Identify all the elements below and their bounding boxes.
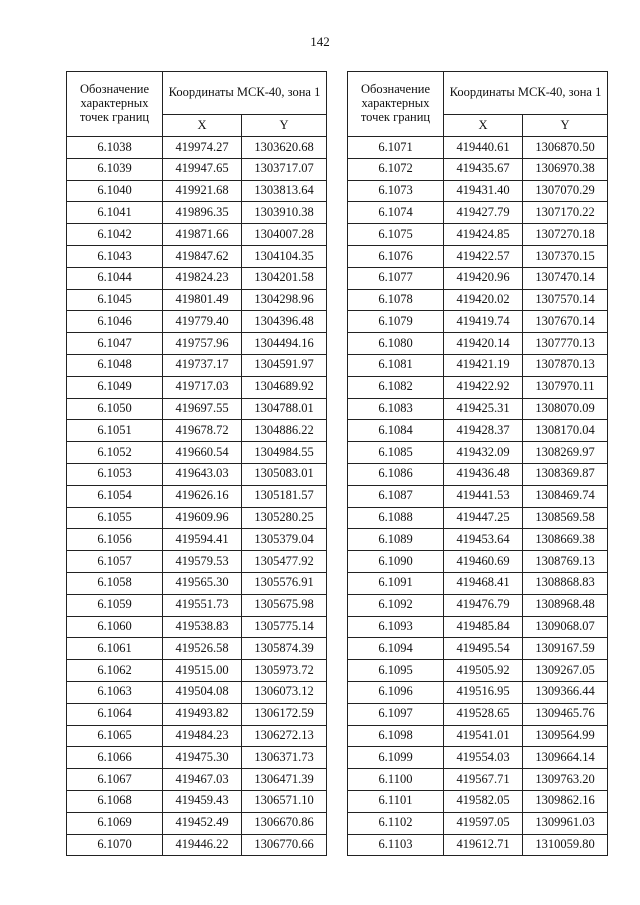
y-coordinate-cell: 1304396.48 [242,311,327,333]
table-row [348,420,608,442]
y-coordinate-cell: 1303813.64 [242,180,327,202]
point-id-cell: 6.1049 [67,376,163,398]
table-row [67,333,327,355]
x-coordinate-cell: 419974.27 [163,137,242,159]
table-row [348,507,608,529]
table-row [67,703,327,725]
point-id-cell: 6.1101 [348,790,444,812]
point-id-cell: 6.1066 [67,747,163,769]
point-id-cell: 6.1052 [67,442,163,464]
point-id-cell: 6.1080 [348,333,444,355]
x-coordinate-cell: 419504.08 [163,681,242,703]
point-id-cell: 6.1081 [348,354,444,376]
y-coordinate-cell: 1306770.66 [242,834,327,856]
x-coordinate-cell: 419467.03 [163,769,242,791]
table-row [348,616,608,638]
y-coordinate-cell: 1307670.14 [523,311,608,333]
header-x: X [163,115,242,137]
x-coordinate-cell: 419475.30 [163,747,242,769]
x-coordinate-cell: 419678.72 [163,420,242,442]
point-id-cell: 6.1062 [67,660,163,682]
table-row [67,202,327,224]
y-coordinate-cell: 1309267.05 [523,660,608,682]
y-coordinate-cell: 1304788.01 [242,398,327,420]
table-row [67,137,327,159]
y-coordinate-cell: 1306371.73 [242,747,327,769]
point-id-cell: 6.1064 [67,703,163,725]
table-row [67,790,327,812]
x-coordinate-cell: 419554.03 [444,747,523,769]
y-coordinate-cell: 1303620.68 [242,137,327,159]
point-id-cell: 6.1055 [67,507,163,529]
y-coordinate-cell: 1304298.96 [242,289,327,311]
y-coordinate-cell: 1303910.38 [242,202,327,224]
x-coordinate-cell: 419871.66 [163,224,242,246]
table-row [67,376,327,398]
x-coordinate-cell: 419476.79 [444,594,523,616]
x-coordinate-cell: 419526.58 [163,638,242,660]
x-coordinate-cell: 419460.69 [444,551,523,573]
point-id-cell: 6.1041 [67,202,163,224]
table-row [348,681,608,703]
point-id-cell: 6.1050 [67,398,163,420]
header-y: Y [523,115,608,137]
x-coordinate-cell: 419582.05 [444,790,523,812]
table-row [67,245,327,267]
y-coordinate-cell: 1305775.14 [242,616,327,638]
point-id-cell: 6.1042 [67,224,163,246]
y-coordinate-cell: 1310059.80 [523,834,608,856]
x-coordinate-cell: 419921.68 [163,180,242,202]
table-row [67,289,327,311]
x-coordinate-cell: 419626.16 [163,485,242,507]
x-coordinate-cell: 419801.49 [163,289,242,311]
table-row [67,442,327,464]
x-coordinate-cell: 419452.49 [163,812,242,834]
point-id-cell: 6.1079 [348,311,444,333]
table-row [67,594,327,616]
point-id-cell: 6.1102 [348,812,444,834]
x-coordinate-cell: 419896.35 [163,202,242,224]
y-coordinate-cell: 1308569.58 [523,507,608,529]
point-id-cell: 6.1054 [67,485,163,507]
table-row [348,529,608,551]
point-id-cell: 6.1044 [67,267,163,289]
x-coordinate-cell: 419422.92 [444,376,523,398]
x-coordinate-cell: 419609.96 [163,507,242,529]
x-coordinate-cell: 419597.05 [444,812,523,834]
point-id-cell: 6.1091 [348,572,444,594]
x-coordinate-cell: 419824.23 [163,267,242,289]
y-coordinate-cell: 1306970.38 [523,158,608,180]
header-coordinates: Координаты МСК-40, зона 1 [163,72,327,115]
table-row [348,311,608,333]
x-coordinate-cell: 419446.22 [163,834,242,856]
table-row [348,245,608,267]
table-row [348,725,608,747]
x-coordinate-cell: 419567.71 [444,769,523,791]
table-row [67,681,327,703]
point-id-cell: 6.1043 [67,245,163,267]
x-coordinate-cell: 419447.25 [444,507,523,529]
table-row [67,616,327,638]
x-coordinate-cell: 419431.40 [444,180,523,202]
point-id-cell: 6.1039 [67,158,163,180]
x-coordinate-cell: 419757.96 [163,333,242,355]
point-id-cell: 6.1065 [67,725,163,747]
header-coordinates: Координаты МСК-40, зона 1 [444,72,608,115]
point-id-cell: 6.1099 [348,747,444,769]
table-row [348,638,608,660]
table-row [67,311,327,333]
table-row [67,812,327,834]
point-id-cell: 6.1045 [67,289,163,311]
x-coordinate-cell: 419697.55 [163,398,242,420]
point-id-cell: 6.1072 [348,158,444,180]
y-coordinate-cell: 1305576.91 [242,572,327,594]
point-id-cell: 6.1059 [67,594,163,616]
point-id-cell: 6.1063 [67,681,163,703]
table-row [67,660,327,682]
y-coordinate-cell: 1308369.87 [523,463,608,485]
table-row [348,572,608,594]
x-coordinate-cell: 419737.17 [163,354,242,376]
point-id-cell: 6.1053 [67,463,163,485]
y-coordinate-cell: 1305477.92 [242,551,327,573]
point-id-cell: 6.1058 [67,572,163,594]
x-coordinate-cell: 419551.73 [163,594,242,616]
y-coordinate-cell: 1309862.16 [523,790,608,812]
y-coordinate-cell: 1307070.29 [523,180,608,202]
y-coordinate-cell: 1307270.18 [523,224,608,246]
y-coordinate-cell: 1306073.12 [242,681,327,703]
point-id-cell: 6.1056 [67,529,163,551]
table-row [348,834,608,856]
point-id-cell: 6.1087 [348,485,444,507]
x-coordinate-cell: 419528.65 [444,703,523,725]
table-row [348,485,608,507]
y-coordinate-cell: 1305083.01 [242,463,327,485]
x-coordinate-cell: 419427.79 [444,202,523,224]
point-id-cell: 6.1092 [348,594,444,616]
point-id-cell: 6.1103 [348,834,444,856]
table-row [348,769,608,791]
y-coordinate-cell: 1308868.83 [523,572,608,594]
y-coordinate-cell: 1308469.74 [523,485,608,507]
y-coordinate-cell: 1305675.98 [242,594,327,616]
y-coordinate-cell: 1309763.20 [523,769,608,791]
coordinates-table-right [347,71,608,856]
x-coordinate-cell: 419468.41 [444,572,523,594]
table-row [67,507,327,529]
x-coordinate-cell: 419565.30 [163,572,242,594]
point-id-cell: 6.1047 [67,333,163,355]
x-coordinate-cell: 419424.85 [444,224,523,246]
header-designation: Обозначение характерных точек границ [348,72,444,137]
point-id-cell: 6.1075 [348,224,444,246]
y-coordinate-cell: 1306172.59 [242,703,327,725]
x-coordinate-cell: 419516.95 [444,681,523,703]
y-coordinate-cell: 1309564.99 [523,725,608,747]
table-row [348,703,608,725]
x-coordinate-cell: 419541.01 [444,725,523,747]
table-row [348,354,608,376]
x-coordinate-cell: 419515.00 [163,660,242,682]
point-id-cell: 6.1094 [348,638,444,660]
point-id-cell: 6.1098 [348,725,444,747]
point-id-cell: 6.1083 [348,398,444,420]
table-row [67,638,327,660]
table-row [348,594,608,616]
point-id-cell: 6.1077 [348,267,444,289]
y-coordinate-cell: 1304886.22 [242,420,327,442]
x-coordinate-cell: 419493.82 [163,703,242,725]
table-row [348,463,608,485]
x-coordinate-cell: 419495.54 [444,638,523,660]
x-coordinate-cell: 419485.84 [444,616,523,638]
table-row [67,354,327,376]
point-id-cell: 6.1097 [348,703,444,725]
point-id-cell: 6.1089 [348,529,444,551]
point-id-cell: 6.1095 [348,660,444,682]
y-coordinate-cell: 1309366.44 [523,681,608,703]
table-row [67,769,327,791]
point-id-cell: 6.1071 [348,137,444,159]
point-id-cell: 6.1088 [348,507,444,529]
table-row [67,398,327,420]
y-coordinate-cell: 1305280.25 [242,507,327,529]
y-coordinate-cell: 1305379.04 [242,529,327,551]
x-coordinate-cell: 419847.62 [163,245,242,267]
x-coordinate-cell: 419459.43 [163,790,242,812]
x-coordinate-cell: 419579.53 [163,551,242,573]
x-coordinate-cell: 419421.19 [444,354,523,376]
y-coordinate-cell: 1308170.04 [523,420,608,442]
point-id-cell: 6.1084 [348,420,444,442]
x-coordinate-cell: 419420.14 [444,333,523,355]
x-coordinate-cell: 419643.03 [163,463,242,485]
table-row [67,463,327,485]
table-row [348,551,608,573]
y-coordinate-cell: 1307770.13 [523,333,608,355]
point-id-cell: 6.1038 [67,137,163,159]
x-coordinate-cell: 419947.65 [163,158,242,180]
y-coordinate-cell: 1306272.13 [242,725,327,747]
point-id-cell: 6.1096 [348,681,444,703]
point-id-cell: 6.1085 [348,442,444,464]
header-y: Y [242,115,327,137]
x-coordinate-cell: 419594.41 [163,529,242,551]
table-row [67,420,327,442]
point-id-cell: 6.1074 [348,202,444,224]
table-row [348,442,608,464]
table-row [348,267,608,289]
x-coordinate-cell: 419717.03 [163,376,242,398]
x-coordinate-cell: 419425.31 [444,398,523,420]
table-row [348,202,608,224]
x-coordinate-cell: 419441.53 [444,485,523,507]
y-coordinate-cell: 1304104.35 [242,245,327,267]
x-coordinate-cell: 419420.02 [444,289,523,311]
point-id-cell: 6.1076 [348,245,444,267]
table-row [67,529,327,551]
y-coordinate-cell: 1307470.14 [523,267,608,289]
table-row [348,790,608,812]
y-coordinate-cell: 1304689.92 [242,376,327,398]
point-id-cell: 6.1078 [348,289,444,311]
y-coordinate-cell: 1304201.58 [242,267,327,289]
y-coordinate-cell: 1306471.39 [242,769,327,791]
y-coordinate-cell: 1309961.03 [523,812,608,834]
table-row [67,158,327,180]
table-row [67,747,327,769]
point-id-cell: 6.1093 [348,616,444,638]
x-coordinate-cell: 419505.92 [444,660,523,682]
point-id-cell: 6.1048 [67,354,163,376]
table-row [348,289,608,311]
y-coordinate-cell: 1304984.55 [242,442,327,464]
y-coordinate-cell: 1306670.86 [242,812,327,834]
y-coordinate-cell: 1308070.09 [523,398,608,420]
y-coordinate-cell: 1304494.16 [242,333,327,355]
point-id-cell: 6.1057 [67,551,163,573]
y-coordinate-cell: 1308669.38 [523,529,608,551]
point-id-cell: 6.1051 [67,420,163,442]
y-coordinate-cell: 1305874.39 [242,638,327,660]
point-id-cell: 6.1067 [67,769,163,791]
x-coordinate-cell: 419440.61 [444,137,523,159]
coordinates-table-left [66,71,327,856]
point-id-cell: 6.1040 [67,180,163,202]
point-id-cell: 6.1061 [67,638,163,660]
y-coordinate-cell: 1307170.22 [523,202,608,224]
header-x: X [444,115,523,137]
x-coordinate-cell: 419432.09 [444,442,523,464]
y-coordinate-cell: 1307870.13 [523,354,608,376]
table-row [348,137,608,159]
header-designation: Обозначение характерных точек границ [67,72,163,137]
table-row [67,485,327,507]
x-coordinate-cell: 419612.71 [444,834,523,856]
y-coordinate-cell: 1304007.28 [242,224,327,246]
table-row [67,725,327,747]
table-row [348,333,608,355]
y-coordinate-cell: 1309664.14 [523,747,608,769]
point-id-cell: 6.1100 [348,769,444,791]
point-id-cell: 6.1068 [67,790,163,812]
table-row [348,224,608,246]
point-id-cell: 6.1060 [67,616,163,638]
y-coordinate-cell: 1308968.48 [523,594,608,616]
y-coordinate-cell: 1303717.07 [242,158,327,180]
y-coordinate-cell: 1305181.57 [242,485,327,507]
point-id-cell: 6.1046 [67,311,163,333]
x-coordinate-cell: 419435.67 [444,158,523,180]
point-id-cell: 6.1073 [348,180,444,202]
page-number: 142 [310,34,330,49]
point-id-cell: 6.1069 [67,812,163,834]
table-row [348,376,608,398]
x-coordinate-cell: 419419.74 [444,311,523,333]
point-id-cell: 6.1082 [348,376,444,398]
table-row [348,398,608,420]
y-coordinate-cell: 1309465.76 [523,703,608,725]
x-coordinate-cell: 419453.64 [444,529,523,551]
table-row [348,180,608,202]
table-row [67,572,327,594]
y-coordinate-cell: 1307570.14 [523,289,608,311]
y-coordinate-cell: 1307370.15 [523,245,608,267]
table-row [348,158,608,180]
x-coordinate-cell: 419538.83 [163,616,242,638]
y-coordinate-cell: 1308269.97 [523,442,608,464]
y-coordinate-cell: 1309167.59 [523,638,608,660]
x-coordinate-cell: 419436.48 [444,463,523,485]
y-coordinate-cell: 1306870.50 [523,137,608,159]
x-coordinate-cell: 419420.96 [444,267,523,289]
point-id-cell: 6.1070 [67,834,163,856]
table-row [348,660,608,682]
x-coordinate-cell: 419484.23 [163,725,242,747]
y-coordinate-cell: 1309068.07 [523,616,608,638]
y-coordinate-cell: 1308769.13 [523,551,608,573]
point-id-cell: 6.1090 [348,551,444,573]
table-row [67,551,327,573]
table-row [67,180,327,202]
x-coordinate-cell: 419779.40 [163,311,242,333]
table-row [348,812,608,834]
y-coordinate-cell: 1305973.72 [242,660,327,682]
point-id-cell: 6.1086 [348,463,444,485]
x-coordinate-cell: 419428.37 [444,420,523,442]
x-coordinate-cell: 419422.57 [444,245,523,267]
table-row [67,267,327,289]
y-coordinate-cell: 1304591.97 [242,354,327,376]
y-coordinate-cell: 1307970.11 [523,376,608,398]
y-coordinate-cell: 1306571.10 [242,790,327,812]
x-coordinate-cell: 419660.54 [163,442,242,464]
table-row [67,224,327,246]
table-row [67,834,327,856]
table-row [348,747,608,769]
